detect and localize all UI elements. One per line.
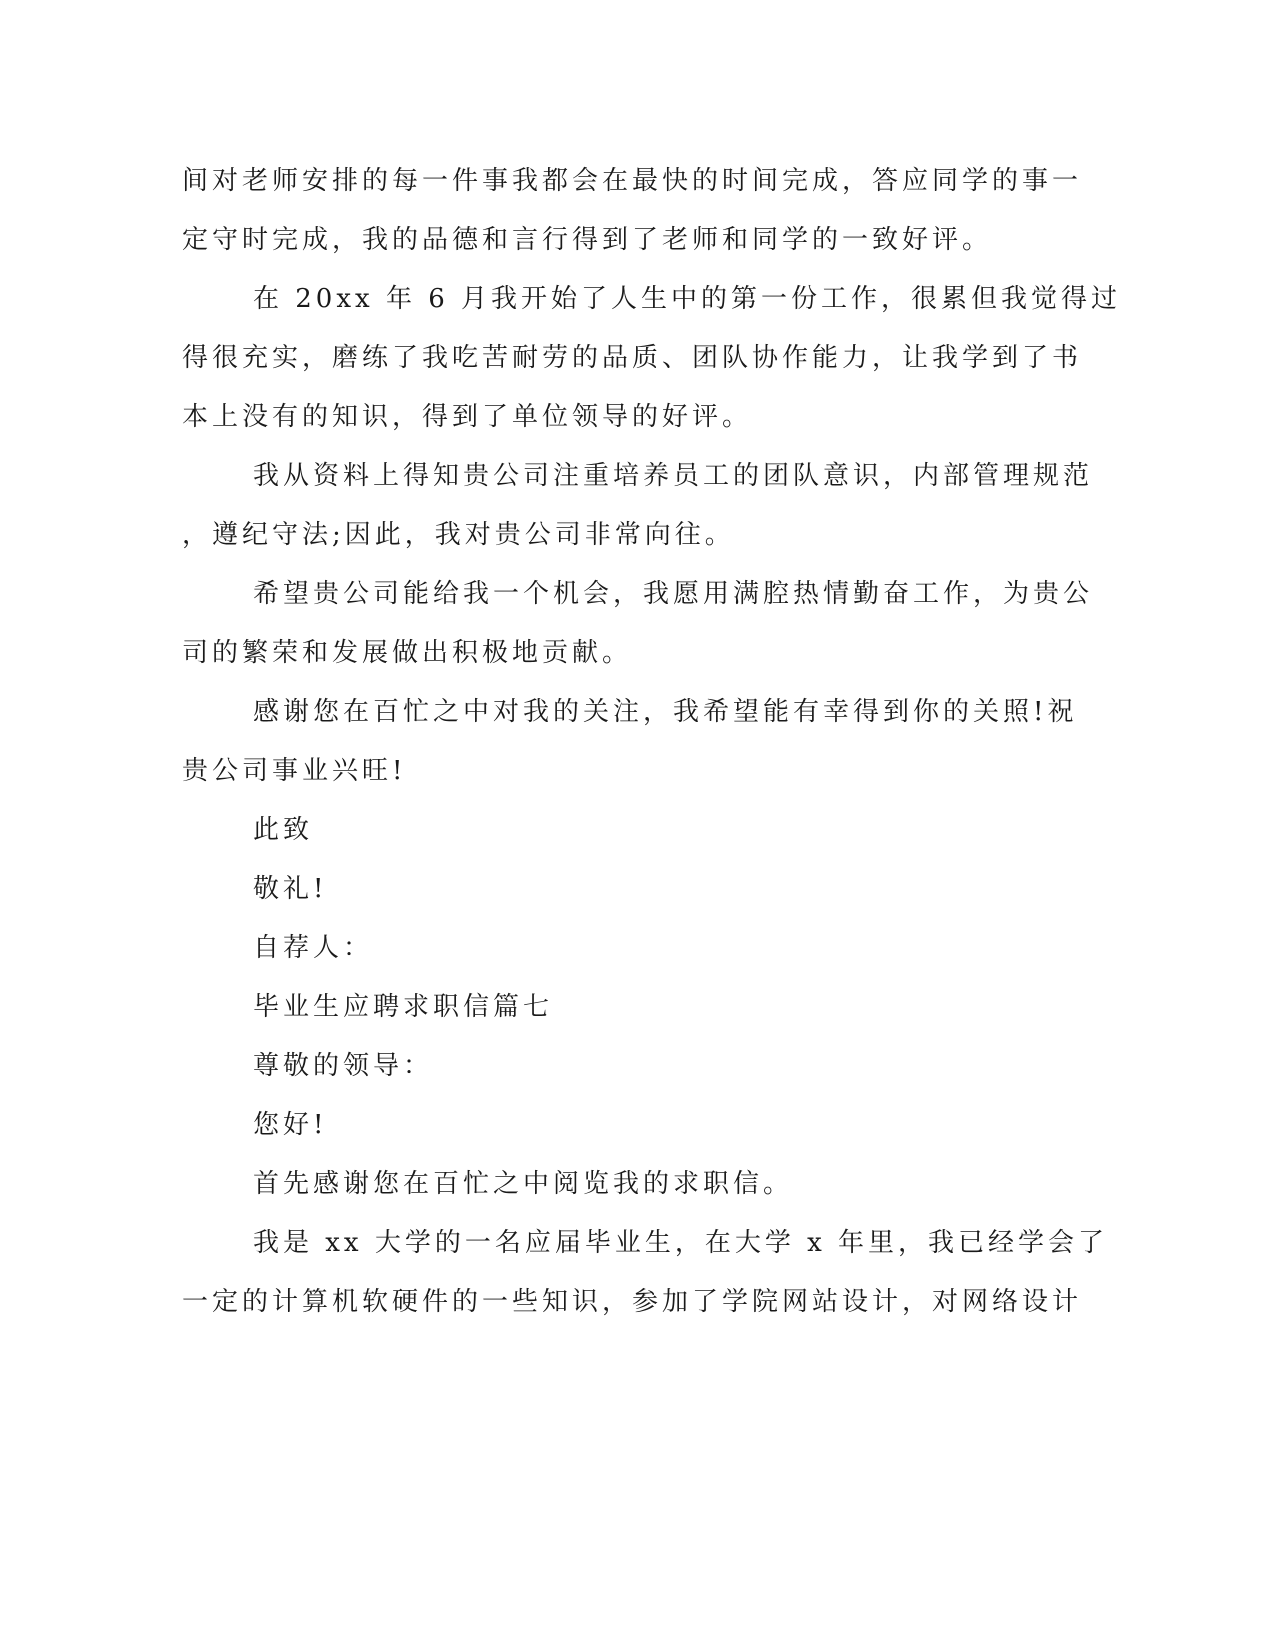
text-line: 感谢您在百忙之中对我的关注，我希望能有幸得到你的关照!祝 (253, 697, 1078, 727)
closing-line: 此致 (253, 815, 314, 845)
section-heading: 毕业生应聘求职信篇七 (253, 992, 554, 1022)
text-line: 司的繁荣和发展做出积极地贡献。 (182, 638, 633, 668)
text-line: ，遵纪守法;因此，我对贵公司非常向往。 (182, 520, 735, 550)
text-line: 贵公司事业兴旺! (182, 756, 407, 786)
closing-line: 敬礼! (253, 874, 328, 904)
salutation-line: 尊敬的领导： (253, 1051, 434, 1081)
text-line: 一定的计算机软硬件的一些知识，参加了学院网站设计，对网络设计 (182, 1287, 1083, 1317)
text-line: 间对老师安排的每一件事我都会在最快的时间完成，答应同学的事一 (182, 166, 1083, 196)
greeting-line: 您好! (253, 1110, 328, 1140)
text-line: 定守时完成，我的品德和言行得到了老师和同学的一致好评。 (182, 225, 993, 255)
text-line: 我从资料上得知贵公司注重培养员工的团队意识，内部管理规范 (253, 461, 1094, 491)
text-line: 本上没有的知识，得到了单位领导的好评。 (182, 402, 753, 432)
text-line: 在 20xx 年 6 月我开始了人生中的第一份工作，很累但我觉得过 (253, 284, 1122, 314)
text-line: 首先感谢您在百忙之中阅览我的求职信。 (253, 1169, 794, 1199)
text-line: 希望贵公司能给我一个机会，我愿用满腔热情勤奋工作，为贵公 (253, 579, 1094, 609)
text-line: 我是 xx 大学的一名应届毕业生，在大学 x 年里，我已经学会了 (253, 1228, 1109, 1258)
text-line: 得很充实，磨练了我吃苦耐劳的品质、团队协作能力，让我学到了书 (182, 343, 1083, 373)
signature-line: 自荐人： (253, 933, 374, 963)
